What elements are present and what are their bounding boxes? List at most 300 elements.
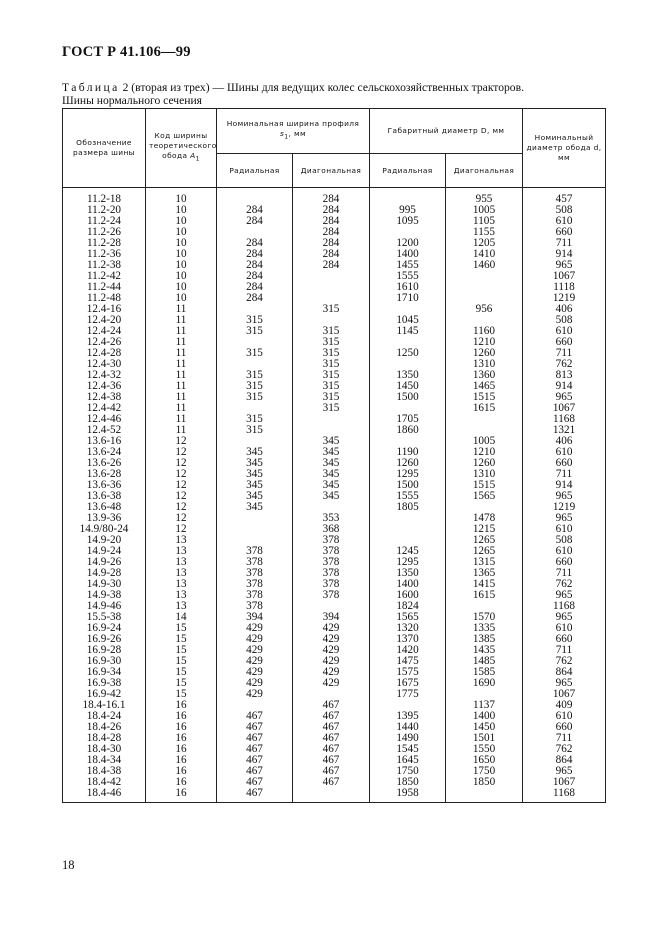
cell-rim-diameter: 610	[523, 711, 606, 722]
cell-rim-width-code: 10	[146, 260, 217, 271]
table-row	[63, 271, 606, 282]
cell-width-diagonal: 467	[293, 711, 370, 722]
cell-designation: 13.6-26	[63, 458, 146, 469]
cell-diameter-radial: 1455	[370, 260, 446, 271]
cell-width-radial: 429	[217, 634, 293, 645]
cell-diameter-diagonal: 1515	[446, 480, 523, 491]
cell-width-diagonal: 345	[293, 469, 370, 480]
cell-diameter-radial: 1245	[370, 546, 446, 557]
cell-width-diagonal: 429	[293, 623, 370, 634]
cell-width-diagonal: 467	[293, 766, 370, 777]
cell-rim-diameter: 1168	[523, 601, 606, 612]
cell-diameter-diagonal: 1335	[446, 623, 523, 634]
header-section-width-text: Номинальная ширина профиля	[226, 119, 360, 129]
cell-rim-width-code: 16	[146, 755, 217, 766]
cell-rim-diameter: 660	[523, 337, 606, 348]
cell-rim-diameter: 711	[523, 348, 606, 359]
cell-designation: 16.9-38	[63, 678, 146, 689]
cell-rim-diameter: 864	[523, 667, 606, 678]
table-row	[63, 414, 606, 425]
cell-width-radial: 378	[217, 579, 293, 590]
cell-diameter-diagonal: 1570	[446, 612, 523, 623]
cell-width-diagonal: 378	[293, 579, 370, 590]
cell-diameter-diagonal: 1260	[446, 458, 523, 469]
header-rim-width-code-text: Код ширины теоретического обода	[149, 131, 217, 161]
cell-width-diagonal: 284	[293, 260, 370, 271]
cell-designation: 18.4-16.1	[63, 700, 146, 711]
cell-diameter-radial: 1045	[370, 315, 446, 326]
cell-diameter-diagonal: 956	[446, 304, 523, 315]
cell-width-radial: 467	[217, 711, 293, 722]
cell-width-diagonal: 467	[293, 777, 370, 788]
cell-diameter-diagonal: 1385	[446, 634, 523, 645]
cell-diameter-diagonal: 1400	[446, 711, 523, 722]
cell-designation: 12.4-26	[63, 337, 146, 348]
cell-diameter-radial	[370, 524, 446, 535]
cell-width-diagonal: 429	[293, 634, 370, 645]
cell-diameter-radial: 1400	[370, 249, 446, 260]
cell-width-diagonal: 284	[293, 188, 370, 206]
cell-width-radial: 284	[217, 249, 293, 260]
cell-rim-width-code: 16	[146, 766, 217, 777]
cell-rim-diameter: 965	[523, 678, 606, 689]
cell-diameter-diagonal: 1265	[446, 535, 523, 546]
cell-diameter-diagonal: 1478	[446, 513, 523, 524]
cell-diameter-diagonal: 1205	[446, 238, 523, 249]
cell-rim-diameter: 1118	[523, 282, 606, 293]
cell-width-diagonal: 284	[293, 227, 370, 238]
cell-width-radial: 284	[217, 216, 293, 227]
cell-diameter-diagonal	[446, 788, 523, 803]
cell-diameter-radial: 1860	[370, 425, 446, 436]
cell-rim-width-code: 12	[146, 480, 217, 491]
cell-width-diagonal: 315	[293, 348, 370, 359]
cell-width-diagonal: 315	[293, 359, 370, 370]
header-width-radial: Радиальная	[217, 154, 293, 188]
cell-diameter-radial: 1555	[370, 271, 446, 282]
cell-rim-diameter: 864	[523, 755, 606, 766]
cell-designation: 11.2-44	[63, 282, 146, 293]
cell-width-radial: 284	[217, 238, 293, 249]
caption-subtitle: Шины нормального сечения	[62, 94, 203, 107]
cell-rim-diameter: 660	[523, 458, 606, 469]
cell-diameter-radial: 1545	[370, 744, 446, 755]
cell-designation: 13.6-24	[63, 447, 146, 458]
cell-rim-width-code: 10	[146, 293, 217, 304]
header-width-diagonal: Диагональная	[293, 154, 370, 188]
cell-rim-diameter: 406	[523, 304, 606, 315]
cell-diameter-radial: 995	[370, 205, 446, 216]
cell-rim-diameter: 762	[523, 359, 606, 370]
cell-rim-width-code: 13	[146, 535, 217, 546]
cell-rim-width-code: 11	[146, 315, 217, 326]
cell-designation: 16.9-26	[63, 634, 146, 645]
cell-diameter-radial: 1295	[370, 469, 446, 480]
table-row	[63, 678, 606, 689]
cell-designation: 13.6-48	[63, 502, 146, 513]
cell-designation: 13.6-16	[63, 436, 146, 447]
cell-designation: 12.4-36	[63, 381, 146, 392]
cell-rim-width-code: 12	[146, 447, 217, 458]
cell-width-diagonal	[293, 271, 370, 282]
cell-width-diagonal: 345	[293, 491, 370, 502]
cell-designation: 11.2-24	[63, 216, 146, 227]
cell-rim-diameter: 914	[523, 480, 606, 491]
cell-width-radial: 315	[217, 348, 293, 359]
cell-designation: 16.9-34	[63, 667, 146, 678]
cell-diameter-diagonal: 1315	[446, 557, 523, 568]
table-row	[63, 403, 606, 414]
cell-width-diagonal: 378	[293, 535, 370, 546]
cell-designation: 14.9-26	[63, 557, 146, 568]
cell-diameter-radial: 1775	[370, 689, 446, 700]
table-row	[63, 188, 606, 206]
cell-designation: 11.2-42	[63, 271, 146, 282]
cell-designation: 11.2-20	[63, 205, 146, 216]
cell-diameter-radial: 1824	[370, 601, 446, 612]
cell-designation: 13.6-36	[63, 480, 146, 491]
cell-diameter-radial: 1190	[370, 447, 446, 458]
cell-designation: 14.9-38	[63, 590, 146, 601]
cell-diameter-diagonal: 1501	[446, 733, 523, 744]
cell-width-diagonal: 284	[293, 238, 370, 249]
cell-width-radial: 284	[217, 271, 293, 282]
cell-width-radial	[217, 513, 293, 524]
cell-diameter-diagonal	[446, 271, 523, 282]
cell-width-radial: 429	[217, 656, 293, 667]
cell-width-radial: 467	[217, 722, 293, 733]
cell-rim-diameter: 610	[523, 447, 606, 458]
cell-diameter-diagonal: 1005	[446, 436, 523, 447]
table-word: Таблица	[62, 81, 120, 94]
cell-diameter-radial: 1370	[370, 634, 446, 645]
header-diameter-radial: Радиальная	[370, 154, 446, 188]
cell-designation: 11.2-36	[63, 249, 146, 260]
cell-diameter-diagonal: 1105	[446, 216, 523, 227]
cell-designation: 12.4-38	[63, 392, 146, 403]
cell-rim-width-code: 15	[146, 656, 217, 667]
cell-rim-diameter: 965	[523, 612, 606, 623]
cell-diameter-radial: 1645	[370, 755, 446, 766]
cell-diameter-diagonal: 1415	[446, 579, 523, 590]
table-caption	[62, 81, 622, 107]
cell-diameter-diagonal: 1585	[446, 667, 523, 678]
cell-diameter-radial: 1145	[370, 326, 446, 337]
cell-rim-width-code: 13	[146, 546, 217, 557]
cell-rim-width-code: 14	[146, 612, 217, 623]
cell-designation: 13.9-36	[63, 513, 146, 524]
cell-designation: 12.4-30	[63, 359, 146, 370]
header-rim-width-code-symbol: A	[190, 151, 196, 161]
cell-width-diagonal: 345	[293, 480, 370, 491]
cell-diameter-radial: 1958	[370, 788, 446, 803]
cell-width-diagonal: 315	[293, 381, 370, 392]
cell-rim-diameter: 711	[523, 238, 606, 249]
cell-diameter-diagonal: 1650	[446, 755, 523, 766]
cell-diameter-diagonal: 1210	[446, 337, 523, 348]
cell-width-diagonal	[293, 282, 370, 293]
cell-diameter-diagonal	[446, 282, 523, 293]
cell-diameter-diagonal: 1485	[446, 656, 523, 667]
cell-diameter-diagonal: 1615	[446, 403, 523, 414]
cell-rim-diameter: 1067	[523, 403, 606, 414]
cell-width-radial: 467	[217, 777, 293, 788]
cell-width-diagonal: 315	[293, 403, 370, 414]
cell-width-diagonal: 315	[293, 304, 370, 315]
cell-diameter-radial: 1710	[370, 293, 446, 304]
cell-rim-width-code: 15	[146, 645, 217, 656]
cell-diameter-diagonal: 1137	[446, 700, 523, 711]
header-rim-width-code-sub: 1	[195, 155, 200, 163]
cell-diameter-radial: 1260	[370, 458, 446, 469]
cell-rim-width-code: 15	[146, 667, 217, 678]
cell-rim-width-code: 16	[146, 722, 217, 733]
cell-diameter-radial: 1490	[370, 733, 446, 744]
cell-designation: 12.4-42	[63, 403, 146, 414]
cell-width-diagonal: 378	[293, 568, 370, 579]
cell-width-radial: 467	[217, 733, 293, 744]
cell-width-diagonal: 368	[293, 524, 370, 535]
cell-diameter-radial: 1320	[370, 623, 446, 634]
cell-rim-width-code: 12	[146, 491, 217, 502]
header-section-width-sub: 1	[284, 133, 289, 141]
header-rim-width-code	[146, 109, 217, 188]
cell-designation: 16.9-30	[63, 656, 146, 667]
cell-rim-width-code: 16	[146, 700, 217, 711]
cell-width-radial: 429	[217, 689, 293, 700]
cell-rim-diameter: 762	[523, 656, 606, 667]
cell-rim-width-code: 11	[146, 425, 217, 436]
cell-width-radial: 378	[217, 568, 293, 579]
cell-diameter-radial: 1350	[370, 370, 446, 381]
cell-diameter-diagonal: 1750	[446, 766, 523, 777]
cell-rim-diameter: 762	[523, 744, 606, 755]
cell-rim-diameter: 914	[523, 249, 606, 260]
cell-width-diagonal: 429	[293, 667, 370, 678]
table-row	[63, 304, 606, 315]
cell-width-diagonal: 345	[293, 436, 370, 447]
cell-diameter-diagonal: 1365	[446, 568, 523, 579]
cell-width-radial: 345	[217, 447, 293, 458]
cell-rim-diameter: 914	[523, 381, 606, 392]
cell-rim-width-code: 11	[146, 414, 217, 425]
cell-width-diagonal: 467	[293, 744, 370, 755]
cell-width-radial: 378	[217, 557, 293, 568]
cell-designation: 18.4-26	[63, 722, 146, 733]
cell-width-diagonal: 467	[293, 733, 370, 744]
cell-designation: 14.9-20	[63, 535, 146, 546]
cell-diameter-diagonal: 1210	[446, 447, 523, 458]
cell-width-radial: 429	[217, 667, 293, 678]
cell-diameter-radial: 1475	[370, 656, 446, 667]
cell-width-radial: 284	[217, 205, 293, 216]
cell-width-diagonal	[293, 788, 370, 803]
cell-rim-width-code: 11	[146, 381, 217, 392]
cell-rim-width-code: 16	[146, 788, 217, 803]
cell-width-radial: 345	[217, 502, 293, 513]
cell-diameter-diagonal: 1550	[446, 744, 523, 755]
cell-rim-diameter: 1067	[523, 271, 606, 282]
cell-diameter-radial: 1565	[370, 612, 446, 623]
cell-diameter-diagonal: 1260	[446, 348, 523, 359]
cell-rim-width-code: 13	[146, 557, 217, 568]
cell-width-diagonal: 429	[293, 645, 370, 656]
cell-width-diagonal: 378	[293, 590, 370, 601]
cell-rim-width-code: 12	[146, 502, 217, 513]
cell-diameter-radial: 1575	[370, 667, 446, 678]
cell-width-radial: 315	[217, 370, 293, 381]
cell-width-radial: 284	[217, 282, 293, 293]
cell-rim-width-code: 12	[146, 436, 217, 447]
cell-diameter-diagonal: 1565	[446, 491, 523, 502]
cell-diameter-diagonal: 1360	[446, 370, 523, 381]
cell-rim-width-code: 10	[146, 216, 217, 227]
table-row	[63, 777, 606, 788]
table-row	[63, 788, 606, 803]
cell-rim-diameter: 1168	[523, 414, 606, 425]
cell-rim-width-code: 16	[146, 744, 217, 755]
cell-designation: 18.4-34	[63, 755, 146, 766]
cell-designation: 11.2-26	[63, 227, 146, 238]
cell-diameter-radial	[370, 513, 446, 524]
table-row	[63, 590, 606, 601]
cell-width-diagonal: 315	[293, 326, 370, 337]
cell-rim-width-code: 10	[146, 271, 217, 282]
cell-rim-diameter: 610	[523, 524, 606, 535]
cell-diameter-radial: 1805	[370, 502, 446, 513]
cell-rim-diameter: 711	[523, 469, 606, 480]
cell-width-radial: 345	[217, 458, 293, 469]
cell-designation: 18.4-42	[63, 777, 146, 788]
header-overall-diameter: Габаритный диаметр D, мм	[370, 109, 523, 154]
cell-rim-diameter: 1067	[523, 689, 606, 700]
cell-diameter-radial: 1395	[370, 711, 446, 722]
cell-diameter-diagonal: 1265	[446, 546, 523, 557]
cell-width-diagonal: 429	[293, 656, 370, 667]
cell-rim-width-code: 11	[146, 392, 217, 403]
cell-diameter-radial: 1675	[370, 678, 446, 689]
cell-width-radial: 345	[217, 491, 293, 502]
cell-designation: 18.4-38	[63, 766, 146, 777]
cell-designation: 15.5-38	[63, 612, 146, 623]
cell-rim-diameter: 965	[523, 590, 606, 601]
cell-rim-diameter: 965	[523, 392, 606, 403]
cell-width-radial: 429	[217, 623, 293, 634]
header-designation: Обозначение размера шины	[63, 109, 146, 188]
cell-rim-diameter: 965	[523, 260, 606, 271]
table-row	[63, 282, 606, 293]
cell-rim-width-code: 10	[146, 282, 217, 293]
cell-designation: 13.6-38	[63, 491, 146, 502]
cell-diameter-diagonal: 955	[446, 188, 523, 206]
cell-rim-diameter: 610	[523, 216, 606, 227]
cell-rim-diameter: 508	[523, 205, 606, 216]
cell-rim-diameter: 813	[523, 370, 606, 381]
cell-designation: 14.9/80-24	[63, 524, 146, 535]
cell-rim-width-code: 10	[146, 238, 217, 249]
cell-width-radial: 378	[217, 590, 293, 601]
cell-width-radial: 315	[217, 414, 293, 425]
cell-designation: 16.9-24	[63, 623, 146, 634]
cell-diameter-radial	[370, 188, 446, 206]
page-number: 18	[62, 858, 75, 872]
cell-rim-diameter: 1219	[523, 502, 606, 513]
header-rim-diameter: Номинальный диаметр обода d, мм	[523, 109, 606, 188]
cell-diameter-diagonal: 1460	[446, 260, 523, 271]
table-row	[63, 491, 606, 502]
cell-rim-width-code: 11	[146, 348, 217, 359]
cell-width-diagonal: 353	[293, 513, 370, 524]
cell-rim-diameter: 406	[523, 436, 606, 447]
cell-diameter-radial: 1420	[370, 645, 446, 656]
cell-width-diagonal: 315	[293, 370, 370, 381]
cell-diameter-radial: 1400	[370, 579, 446, 590]
cell-width-diagonal: 378	[293, 546, 370, 557]
cell-designation: 12.4-20	[63, 315, 146, 326]
cell-rim-diameter: 457	[523, 188, 606, 206]
cell-width-diagonal: 345	[293, 458, 370, 469]
cell-diameter-radial: 1555	[370, 491, 446, 502]
header-section-width-unit: , мм	[288, 129, 306, 139]
cell-rim-width-code: 11	[146, 304, 217, 315]
caption-text: 2 (вторая из трех) — Шины для ведущих колес сельскохозяйственных тракторов.	[119, 81, 524, 94]
cell-rim-diameter: 965	[523, 491, 606, 502]
cell-rim-width-code: 10	[146, 188, 217, 206]
cell-rim-width-code: 16	[146, 777, 217, 788]
cell-diameter-radial: 1295	[370, 557, 446, 568]
cell-rim-diameter: 1168	[523, 788, 606, 803]
cell-rim-diameter: 965	[523, 513, 606, 524]
cell-designation: 18.4-28	[63, 733, 146, 744]
cell-diameter-diagonal: 1450	[446, 722, 523, 733]
header-diameter-diagonal: Диагональная	[446, 154, 523, 188]
cell-designation: 14.9-24	[63, 546, 146, 557]
cell-width-diagonal: 345	[293, 447, 370, 458]
cell-width-diagonal: 284	[293, 205, 370, 216]
cell-width-diagonal: 467	[293, 755, 370, 766]
cell-diameter-diagonal: 1435	[446, 645, 523, 656]
cell-rim-width-code: 16	[146, 733, 217, 744]
cell-designation: 14.9-46	[63, 601, 146, 612]
cell-designation: 11.2-18	[63, 188, 146, 206]
cell-width-radial: 315	[217, 326, 293, 337]
cell-designation: 12.4-28	[63, 348, 146, 359]
cell-rim-diameter: 1219	[523, 293, 606, 304]
cell-designation: 12.4-46	[63, 414, 146, 425]
table-body	[63, 188, 606, 803]
cell-designation: 14.9-30	[63, 579, 146, 590]
cell-rim-width-code: 15	[146, 678, 217, 689]
cell-rim-diameter: 660	[523, 227, 606, 238]
cell-rim-diameter: 762	[523, 579, 606, 590]
cell-rim-diameter: 508	[523, 535, 606, 546]
cell-width-radial: 394	[217, 612, 293, 623]
cell-diameter-diagonal: 1215	[446, 524, 523, 535]
cell-designation: 18.4-24	[63, 711, 146, 722]
cell-rim-width-code: 15	[146, 634, 217, 645]
cell-rim-diameter: 660	[523, 722, 606, 733]
cell-rim-width-code: 13	[146, 601, 217, 612]
cell-rim-diameter: 610	[523, 623, 606, 634]
cell-rim-width-code: 12	[146, 524, 217, 535]
cell-rim-width-code: 13	[146, 579, 217, 590]
cell-designation: 12.4-24	[63, 326, 146, 337]
cell-width-radial: 315	[217, 381, 293, 392]
cell-designation: 11.2-28	[63, 238, 146, 249]
cell-designation: 12.4-16	[63, 304, 146, 315]
cell-width-diagonal: 394	[293, 612, 370, 623]
cell-width-radial: 315	[217, 425, 293, 436]
